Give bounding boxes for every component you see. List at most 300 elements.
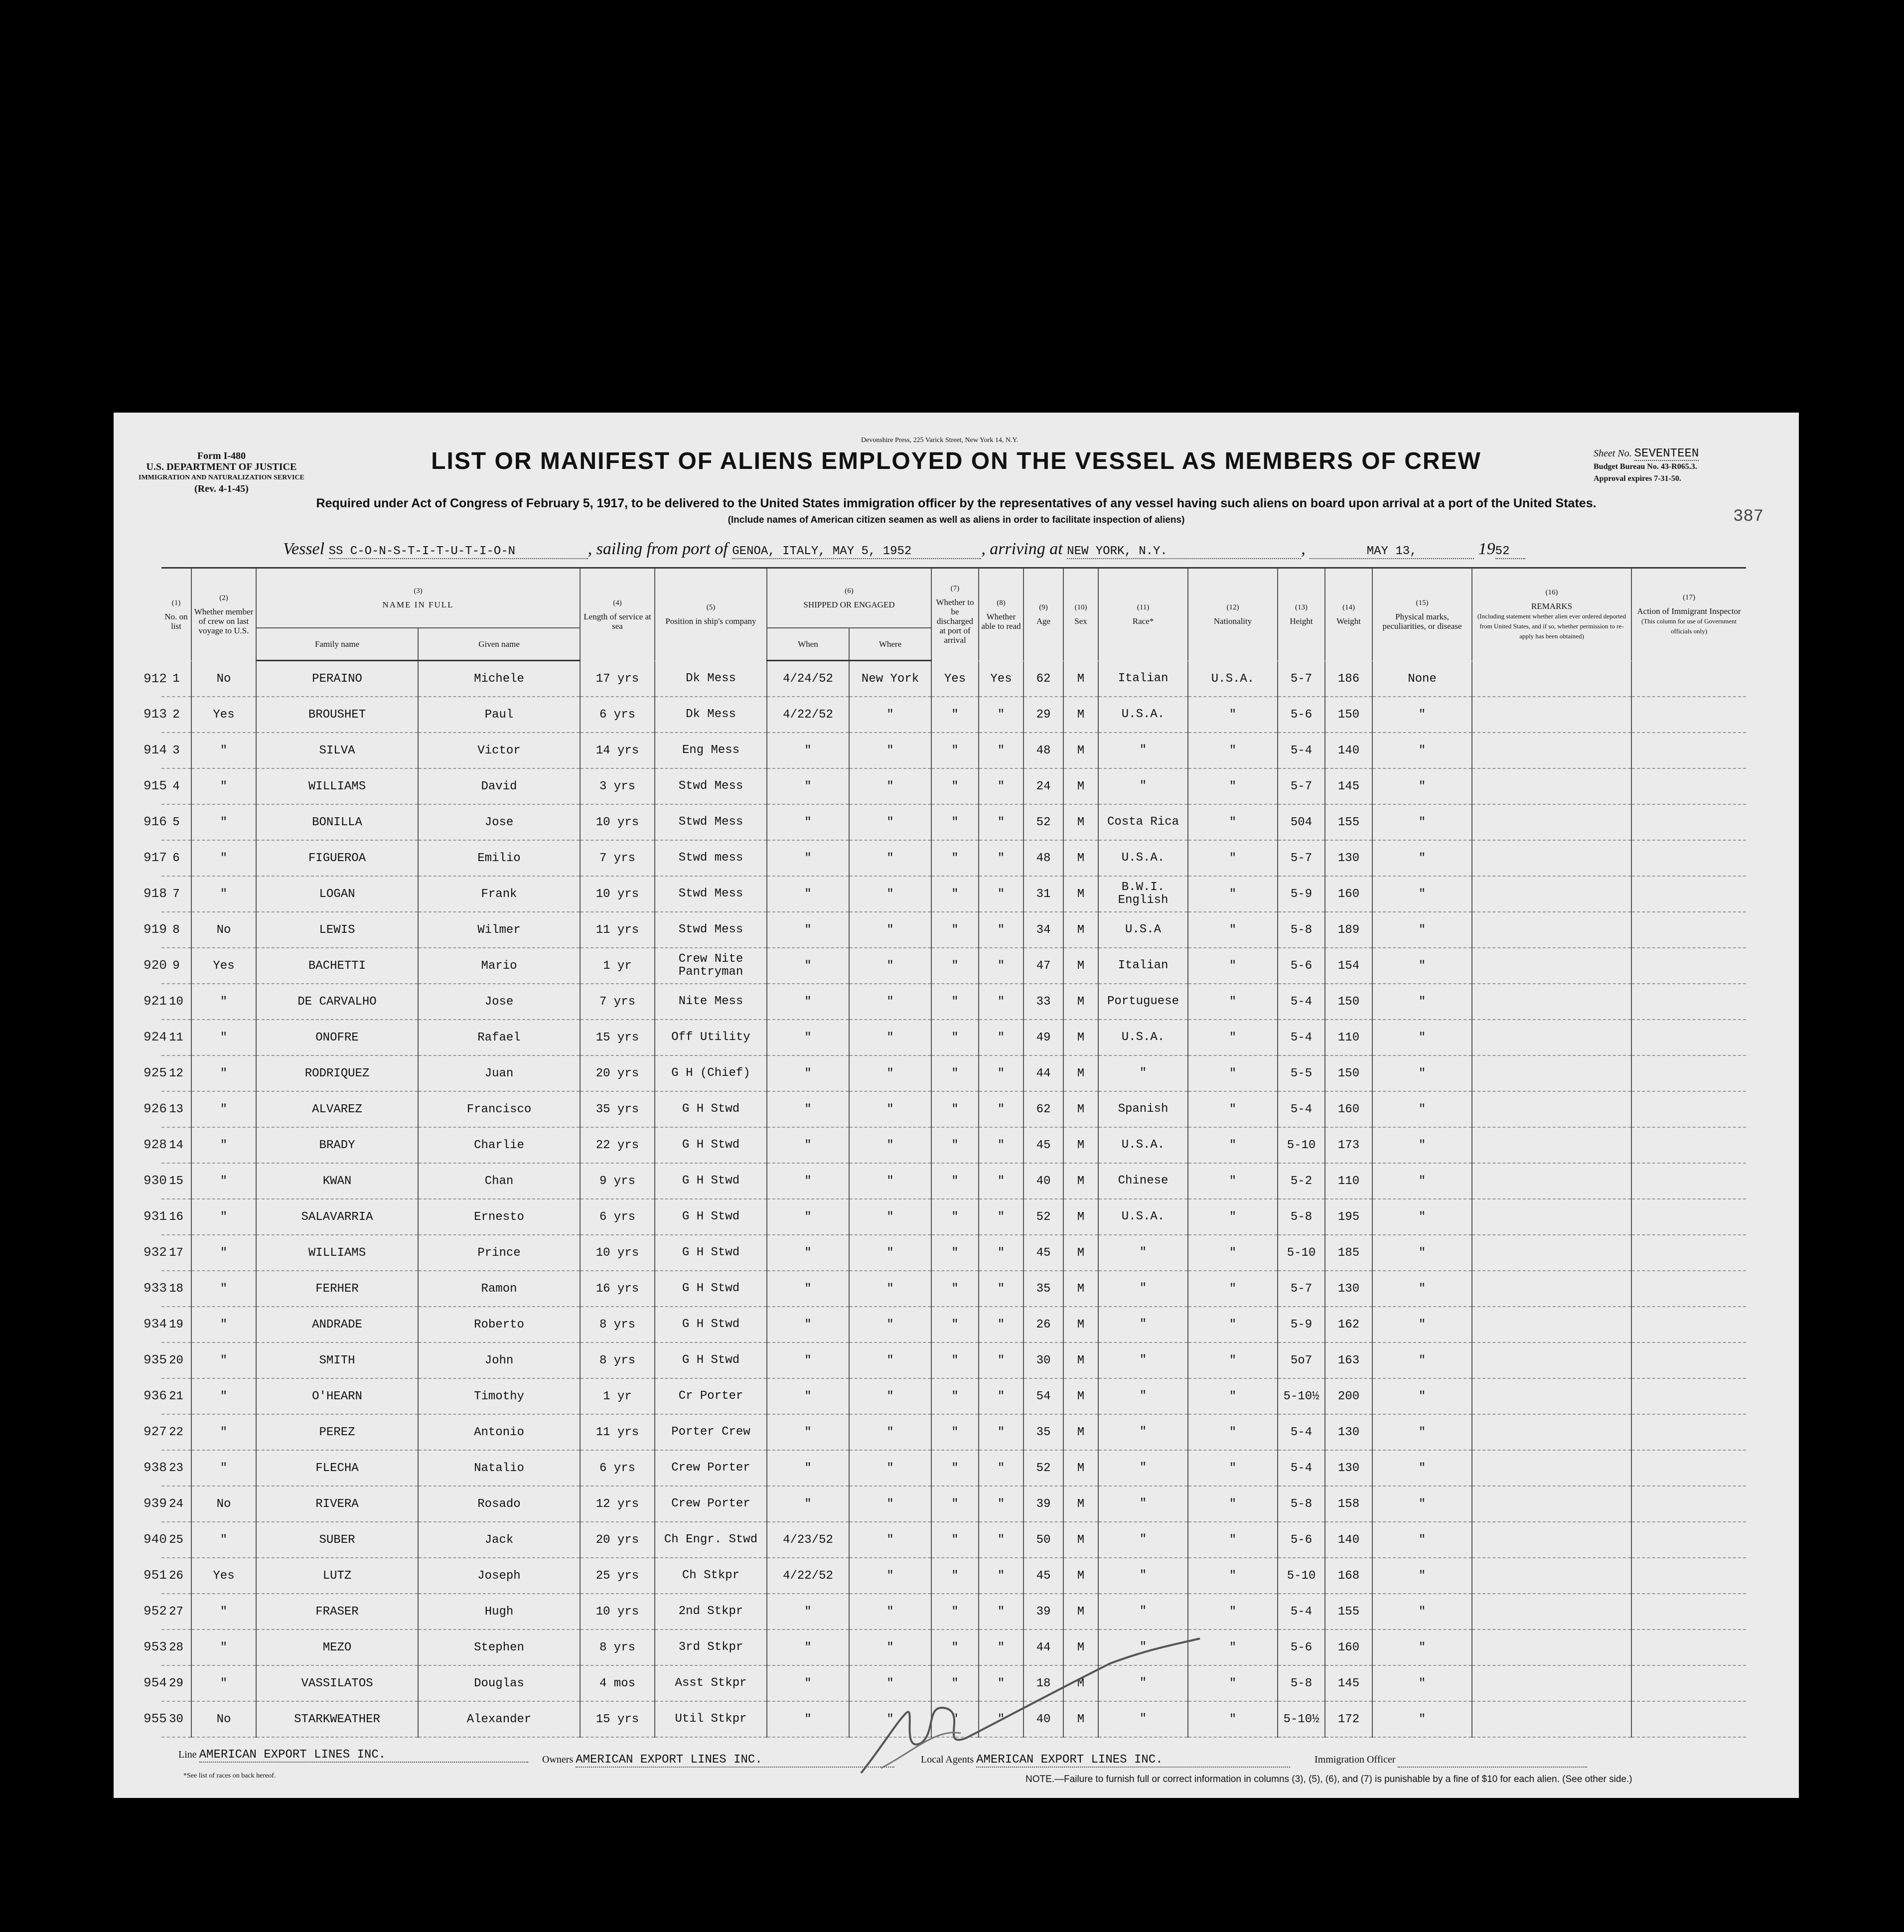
row-nationality: " [1188,1630,1278,1665]
row-action [1631,1307,1746,1342]
row-service: 10 yrs [580,876,655,912]
row-service: 14 yrs [580,733,655,768]
row-given-name: Alexander [418,1701,580,1737]
row-age: 31 [1024,876,1063,912]
row-list-mark: 934 [144,1317,167,1332]
row-read: " [979,1630,1024,1665]
row-read: " [979,1342,1024,1378]
row-no-value: 18 [169,1282,183,1296]
row-given-name: David [418,768,580,804]
row-service: 15 yrs [580,1020,655,1055]
row-height: 5-4 [1278,984,1325,1020]
row-service: 1 yr [580,1378,655,1414]
row-no-value: 6 [172,851,180,865]
row-no-value: 12 [169,1066,183,1080]
row-sex: M [1063,912,1098,948]
row-crew: " [191,1163,256,1199]
row-where: " [849,876,931,912]
row-list-mark: 931 [144,1209,167,1224]
row-read: " [979,804,1024,840]
row-crew: " [191,840,256,876]
row-list-mark: 924 [144,1030,167,1044]
row-given-name: Michele [418,661,580,697]
row-service: 11 yrs [580,1414,655,1450]
row-when: " [767,1594,849,1630]
row-height: 5-10 [1278,1558,1325,1594]
row-position: 2nd Stkpr [655,1594,767,1630]
row-list-mark: 913 [144,707,167,722]
row-discharged: " [931,1342,979,1378]
row-when: 4/22/52 [767,697,849,733]
row-weight: 140 [1325,733,1372,768]
row-no-value: 27 [169,1605,183,1619]
row-discharged: " [931,984,979,1020]
row-remarks [1472,661,1631,697]
row-when: " [767,1450,849,1486]
row-sex: M [1063,1558,1098,1594]
row-service: 8 yrs [580,1307,655,1342]
row-marks: " [1372,1630,1472,1665]
row-sex: M [1063,948,1098,984]
row-weight: 200 [1325,1378,1372,1414]
row-marks: " [1372,1414,1472,1450]
row-height: 5-10½ [1278,1378,1325,1414]
row-list-mark: 935 [144,1352,167,1367]
row-where: " [849,1486,931,1522]
row-height: 5-6 [1278,697,1325,733]
row-race: " [1098,1414,1188,1450]
row-when: " [767,840,849,876]
row-when: " [767,1414,849,1450]
row-where: " [849,1630,931,1665]
year-prefix: 19 [1478,540,1495,558]
row-height: 5-7 [1278,840,1325,876]
row-crew: " [191,1378,256,1414]
row-remarks [1472,1414,1631,1450]
row-marks: " [1372,1701,1472,1737]
row-discharged: " [931,1020,979,1055]
row-position: G H Stwd [655,1091,767,1127]
row-nationality: " [1188,1127,1278,1163]
row-list-mark: 952 [144,1604,167,1619]
row-height: 5-8 [1278,1199,1325,1235]
row-action [1631,912,1746,948]
row-discharged: " [931,1522,979,1558]
row-given-name: Charlie [418,1127,580,1163]
row-position: Off Utility [655,1020,767,1055]
row-given-name: Roberto [418,1307,580,1342]
row-when: " [767,1486,849,1522]
row-height: 5o7 [1278,1342,1325,1378]
row-race: Chinese [1098,1163,1188,1199]
row-weight: 110 [1325,1163,1372,1199]
row-position: Crew Nite Pantryman [655,948,767,984]
row-where: " [849,1450,931,1486]
row-discharged: " [931,768,979,804]
row-nationality: " [1188,1450,1278,1486]
row-nationality: " [1188,1486,1278,1522]
row-read: " [979,984,1024,1020]
row-height: 5-8 [1278,1665,1325,1701]
row-no-value: 9 [172,959,180,973]
row-no-value: 8 [172,923,180,937]
row-when: " [767,876,849,912]
row-list-mark: 926 [144,1101,167,1116]
row-family-name: FLECHA [256,1450,418,1486]
row-race: Italian [1098,948,1188,984]
table-row [161,1091,1746,1127]
row-read: " [979,1163,1024,1199]
table-row [161,804,1746,840]
row-family-name: DE CARVALHO [256,984,418,1020]
sheet-number: SEVENTEEN [1634,447,1699,460]
row-race: " [1098,1450,1188,1486]
row-no-value: 1 [172,672,180,686]
row-no-value: 29 [169,1676,183,1690]
row-nationality: " [1188,1342,1278,1378]
row-sex: M [1063,1414,1098,1450]
row-sex: M [1063,1271,1098,1307]
row-when: " [767,1091,849,1127]
row-list-mark: 955 [144,1711,167,1726]
row-sex: M [1063,804,1098,840]
row-nationality: U.S.A. [1188,661,1278,697]
row-crew: Yes [191,1558,256,1594]
row-remarks [1472,1235,1631,1271]
row-discharged: " [931,1235,979,1271]
table-row [161,840,1746,876]
row-nationality: " [1188,1378,1278,1414]
row-marks: " [1372,1665,1472,1701]
row-read: " [979,733,1024,768]
row-height: 5-4 [1278,1450,1325,1486]
row-race: " [1098,1701,1188,1737]
row-remarks [1472,1486,1631,1522]
row-sex: M [1063,1594,1098,1630]
col-height-header: (13) Height [1278,568,1325,661]
row-where: " [849,1378,931,1414]
row-race: U.S.A. [1098,1199,1188,1235]
row-family-name: MEZO [256,1630,418,1665]
row-marks: " [1372,1450,1472,1486]
line-label: Line [178,1749,197,1760]
col-read-header: (8) Whether able to read [979,568,1024,661]
row-remarks [1472,1055,1631,1091]
row-when: " [767,804,849,840]
row-marks: " [1372,1307,1472,1342]
row-height: 5-6 [1278,1522,1325,1558]
row-list-mark: 954 [144,1675,167,1690]
row-sex: M [1063,984,1098,1020]
line-value: AMERICAN EXPORT LINES INC. [199,1748,528,1763]
row-read: " [979,1558,1024,1594]
row-list-mark: 936 [144,1388,167,1403]
row-age: 24 [1024,768,1063,804]
row-position: 3rd Stkpr [655,1630,767,1665]
row-age: 30 [1024,1342,1063,1378]
row-when: " [767,1163,849,1199]
row-action [1631,1163,1746,1199]
row-no-value: 3 [172,743,180,757]
row-race: U.S.A. [1098,1127,1188,1163]
row-given-name: Rafael [418,1020,580,1055]
row-age: 45 [1024,1558,1063,1594]
row-service: 8 yrs [580,1630,655,1665]
row-marks: " [1372,1558,1472,1594]
owners-label: Owners [542,1754,574,1765]
row-list-mark: 914 [144,743,167,757]
row-action [1631,1522,1746,1558]
row-when: 4/24/52 [767,661,849,697]
row-marks: " [1372,948,1472,984]
row-remarks [1472,840,1631,876]
row-when: " [767,1271,849,1307]
row-weight: 163 [1325,1342,1372,1378]
row-remarks [1472,1091,1631,1127]
row-no-value: 11 [169,1031,183,1044]
row-race: U.S.A [1098,912,1188,948]
row-service: 16 yrs [580,1271,655,1307]
row-no-value: 4 [172,779,180,793]
row-read: " [979,948,1024,984]
row-action [1631,1558,1746,1594]
row-marks: " [1372,1594,1472,1630]
row-height: 5-10½ [1278,1701,1325,1737]
row-marks: " [1372,768,1472,804]
row-nationality: " [1188,733,1278,768]
row-action [1631,984,1746,1020]
table-row [161,1558,1746,1594]
row-crew: " [191,768,256,804]
row-marks: " [1372,697,1472,733]
row-no-value: 7 [172,887,180,901]
row-marks: " [1372,1486,1472,1522]
row-where: " [849,912,931,948]
row-family-name: BONILLA [256,804,418,840]
row-marks: " [1372,840,1472,876]
row-no-value: 20 [169,1353,183,1367]
row-list-mark: 917 [144,850,167,865]
row-where: New York [849,661,931,697]
row-service: 25 yrs [580,1558,655,1594]
sheet-label: Sheet No. [1594,448,1632,459]
row-height: 5-9 [1278,1307,1325,1342]
row-nationality: " [1188,1163,1278,1199]
row-position: G H Stwd [655,1127,767,1163]
table-row [161,1055,1746,1091]
col-family-header: Family name [256,628,418,661]
row-race: B.W.I. English [1098,876,1188,912]
row-remarks [1472,804,1631,840]
row-given-name: Emilio [418,840,580,876]
row-remarks [1472,984,1631,1020]
row-read: " [979,1127,1024,1163]
row-read: " [979,1486,1024,1522]
row-sex: M [1063,1665,1098,1701]
row-where: " [849,840,931,876]
row-no-value: 17 [169,1246,183,1260]
row-weight: 172 [1325,1701,1372,1737]
row-when: " [767,984,849,1020]
row-age: 45 [1024,1127,1063,1163]
row-family-name: ALVAREZ [256,1091,418,1127]
row-weight: 145 [1325,1665,1372,1701]
row-sex: M [1063,876,1098,912]
row-position: G H Stwd [655,1307,767,1342]
row-service: 4 mos [580,1665,655,1701]
page-title: LIST OR MANIFEST OF ALIENS EMPLOYED ON THE VESSEL AS MEMBERS OF CREW [431,448,1481,474]
table-row [161,1307,1746,1342]
row-race: U.S.A. [1098,1020,1188,1055]
col-position-header: (5) Position in ship's company [655,568,767,661]
row-crew: " [191,1342,256,1378]
row-action [1631,768,1746,804]
col-discharged-header: (7) Whether to be discharged at port of arrival [931,568,979,661]
row-marks: " [1372,984,1472,1020]
row-remarks [1472,1307,1631,1342]
row-action [1631,948,1746,984]
row-race: " [1098,1235,1188,1271]
row-race: " [1098,1630,1188,1665]
row-sex: M [1063,1486,1098,1522]
row-age: 35 [1024,1271,1063,1307]
revision: (Rev. 4-1-45) [194,483,249,494]
row-sex: M [1063,1522,1098,1558]
row-crew: " [191,1091,256,1127]
row-discharged: " [931,840,979,876]
row-discharged: " [931,1414,979,1450]
row-weight: 130 [1325,840,1372,876]
row-position: Ch Engr. Stwd [655,1522,767,1558]
row-list-mark: 912 [144,671,167,686]
row-when: 4/22/52 [767,1558,849,1594]
row-weight: 150 [1325,1055,1372,1091]
row-family-name: FERHER [256,1271,418,1307]
row-position: G H (Chief) [655,1055,767,1091]
row-age: 44 [1024,1630,1063,1665]
row-action [1631,1630,1746,1665]
row-when: " [767,1630,849,1665]
row-discharged: " [931,1199,979,1235]
row-height: 5-4 [1278,733,1325,768]
row-list-mark: 916 [144,814,167,829]
row-position: Stwd Mess [655,768,767,804]
table-row [161,1378,1746,1414]
row-family-name: RIVERA [256,1486,418,1522]
row-age: 29 [1024,697,1063,733]
row-race: Portuguese [1098,984,1188,1020]
row-when: " [767,733,849,768]
row-given-name: Mario [418,948,580,984]
row-list-mark: 921 [144,994,167,1009]
row-race: U.S.A. [1098,840,1188,876]
row-weight: 160 [1325,1630,1372,1665]
row-weight: 154 [1325,948,1372,984]
row-weight: 130 [1325,1271,1372,1307]
row-position: Ch Stkpr [655,1558,767,1594]
row-weight: 145 [1325,768,1372,804]
row-age: 40 [1024,1163,1063,1199]
col-nationality-header: (12) Nationality [1188,568,1278,661]
row-no-value: 28 [169,1640,183,1654]
row-read: " [979,876,1024,912]
table-row [161,1486,1746,1522]
row-given-name: Antonio [418,1414,580,1450]
row-service: 10 yrs [580,1235,655,1271]
col-shipped-header: (6) SHIPPED OR ENGAGED [767,568,931,628]
row-when: " [767,1020,849,1055]
row-height: 5-4 [1278,1020,1325,1055]
row-service: 7 yrs [580,840,655,876]
row-position: G H Stwd [655,1271,767,1307]
row-family-name: LEWIS [256,912,418,948]
row-service: 15 yrs [580,1701,655,1737]
row-marks: " [1372,1378,1472,1414]
row-where: " [849,1414,931,1450]
row-age: 62 [1024,1091,1063,1127]
row-discharged: " [931,697,979,733]
row-race: " [1098,1055,1188,1091]
row-no-value: 21 [169,1389,183,1403]
row-sex: M [1063,1127,1098,1163]
row-race: " [1098,1665,1188,1701]
row-when: " [767,1235,849,1271]
row-crew: " [191,984,256,1020]
row-crew: " [191,1199,256,1235]
row-height: 5-7 [1278,661,1325,697]
row-list-mark: 920 [144,958,167,973]
row-list-mark: 940 [144,1532,167,1547]
row-crew: " [191,876,256,912]
row-nationality: " [1188,984,1278,1020]
row-sex: M [1063,1630,1098,1665]
row-weight: 110 [1325,1020,1372,1055]
row-family-name: SUBER [256,1522,418,1558]
sailing-from: GENOA, ITALY, MAY 5, 1952 [732,545,981,559]
row-remarks [1472,1594,1631,1630]
row-height: 5-10 [1278,1235,1325,1271]
row-age: 45 [1024,1235,1063,1271]
table-row [161,1342,1746,1378]
row-race: " [1098,1307,1188,1342]
row-crew: " [191,1414,256,1450]
row-sex: M [1063,733,1098,768]
row-height: 5-7 [1278,1271,1325,1307]
row-no-value: 16 [169,1210,183,1224]
row-action [1631,1665,1746,1701]
row-action [1631,1199,1746,1235]
row-family-name: SALAVARRIA [256,1199,418,1235]
row-position: Util Stkpr [655,1701,767,1737]
vessel-name: SS C-O-N-S-T-I-T-U-T-I-O-N [329,545,588,559]
row-discharged: " [931,1701,979,1737]
row-given-name: Prince [418,1235,580,1271]
row-when: " [767,1127,849,1163]
row-remarks [1472,948,1631,984]
row-sex: M [1063,1450,1098,1486]
row-discharged: " [931,1665,979,1701]
col-when-header: When [767,628,849,661]
row-family-name: PERAINO [256,661,418,697]
row-remarks [1472,1450,1631,1486]
row-weight: 168 [1325,1558,1372,1594]
row-marks: " [1372,1163,1472,1199]
row-sex: M [1063,1342,1098,1378]
row-marks: " [1372,1127,1472,1163]
row-where: " [849,1342,931,1378]
row-marks: " [1372,876,1472,912]
row-discharged: " [931,804,979,840]
